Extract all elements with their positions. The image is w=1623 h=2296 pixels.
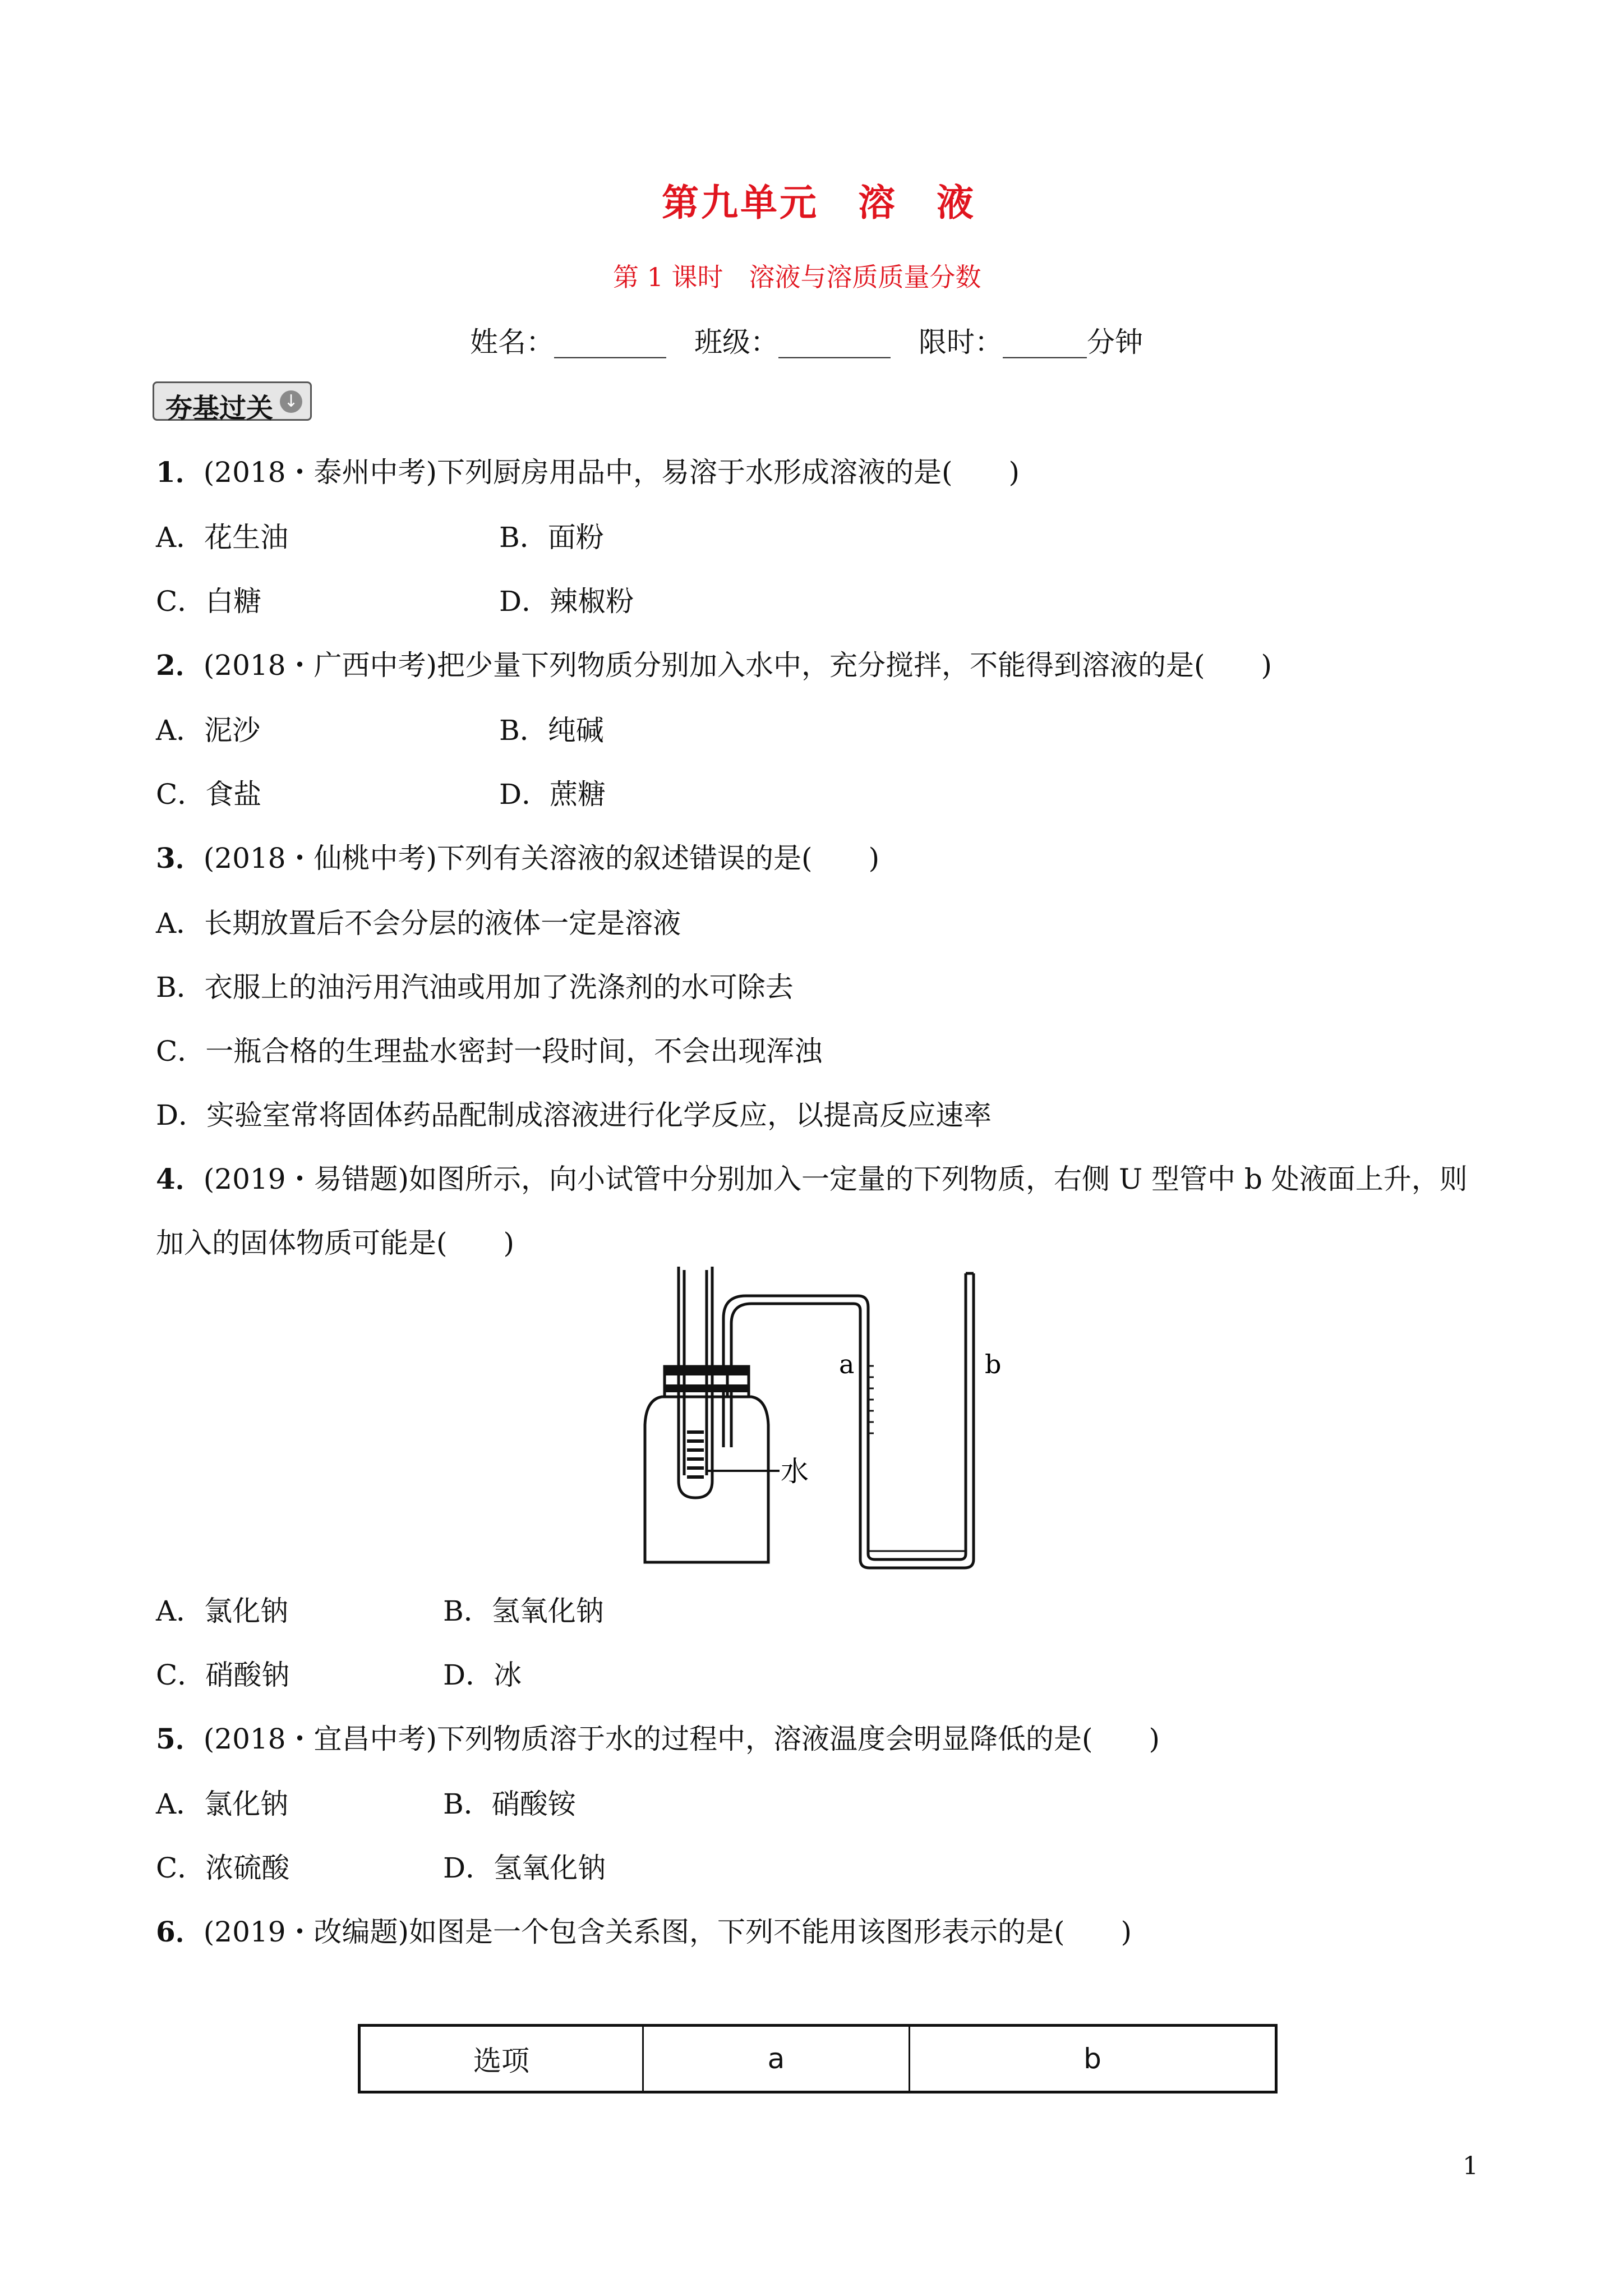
option-d: D．冰 [443,1659,522,1691]
option-b: B．硝酸铵 [443,1788,576,1820]
question-6 [156,1910,1132,1950]
option-c: C．一瓶合格的生理盐水密封一段时间，不会出现浑浊 [156,1035,823,1068]
option-d: D．蔗糖 [499,778,606,811]
label-b: b [985,1349,1002,1379]
option-c: C．食盐 [156,778,262,811]
lesson-title: 第 1 课时 溶液与溶质质量分数 [613,262,981,292]
question-3 [156,836,879,876]
question-1 [156,450,1020,490]
question-number: 3． [156,841,204,875]
question-4-continued: 加入的固体物质可能是( ) [156,1227,515,1259]
question-number: 4． [156,1162,204,1195]
section-badge [153,381,312,424]
option-c: C．白糖 [156,585,262,618]
question-5 [156,1717,1160,1757]
option-b: B．氢氧化钠 [443,1595,604,1627]
question-text: (2019・改编题)如图是一个包含关系图，下列不能用该图形表示的是( ) [203,1916,1132,1948]
question-4 [156,1157,1468,1197]
option-b: B．纯碱 [499,714,604,747]
unit-title: 第九单元 溶 液 [662,181,976,224]
option-a: A．花生油 [156,521,289,554]
option-d: D．辣椒粉 [499,585,634,618]
question-number: 2． [156,648,204,682]
option-c: C．浓硫酸 [156,1852,290,1884]
student-info-line: 姓名：________ 班级：________ 限时：______分钟 [470,326,1143,358]
table-header-cell: b [910,2026,1276,2092]
question-text: (2018・宜昌中考)下列物质溶于水的过程中，溶液温度会明显降低的是( ) [203,1723,1160,1755]
down-arrow-circle-icon: ↓ [280,390,302,413]
question-text: (2019・易错题)如图所示，向小试管中分别加入一定量的下列物质，右侧 U 型管中 b 处液面上升，则 [203,1163,1468,1195]
experiment-figure [617,1262,1021,1576]
option-d: D．氢氧化钠 [443,1852,606,1884]
question-text: (2018・广西中考)把少量下列物质分别加入水中，充分搅拌，不能得到溶液的是( ) [203,649,1272,682]
option-b: B．衣服上的油污用汽油或用加了洗涤剂的水可除去 [156,971,794,1004]
question-number: 6． [156,1915,204,1948]
section-badge-label: 夯基过关 [165,393,274,424]
option-a: A．氯化钠 [156,1595,289,1627]
question-text: (2018・仙桃中考)下列有关溶液的叙述错误的是( ) [203,842,880,875]
option-a: A．氯化钠 [156,1788,289,1820]
table-header-cell: 选项 [359,2026,643,2092]
options-table [358,2024,1278,2093]
page-number: 1 [1463,2152,1478,2180]
option-c: C．硝酸钠 [156,1659,290,1691]
option-a: A．泥沙 [156,714,261,747]
option-a: A．长期放置后不会分层的液体一定是溶液 [156,907,681,940]
table-header-cell: a [643,2026,910,2092]
option-d: D．实验室常将固体药品配制成溶液进行化学反应，以提高反应速率 [156,1099,992,1131]
label-water: 水 [781,1455,809,1488]
question-text: (2018・泰州中考)下列厨房用品中，易溶于水形成溶液的是( ) [203,456,1020,489]
option-b: B．面粉 [499,521,604,554]
question-number: 1． [156,455,204,489]
question-2 [156,643,1272,683]
table-header-row [359,2026,1276,2092]
label-a: a [839,1349,855,1379]
question-number: 5． [156,1722,204,1755]
